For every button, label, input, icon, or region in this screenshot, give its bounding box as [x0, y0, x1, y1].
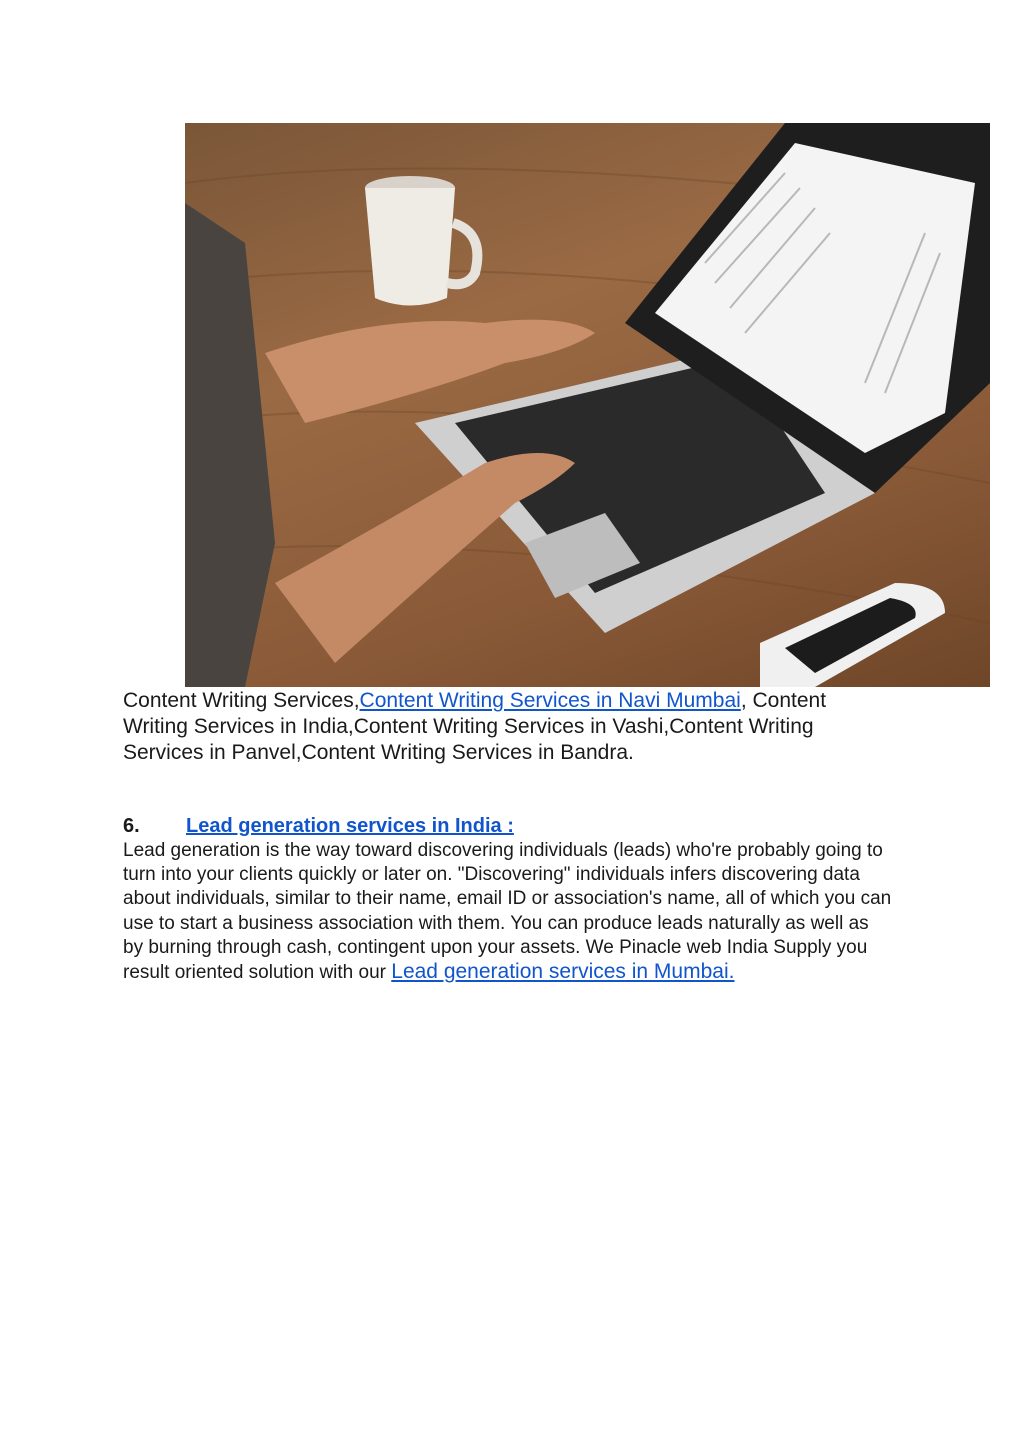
section-body-text: Lead generation is the way toward discovering individuals (leads) who're probably going to turn into your clients quickly or later on. "Discovering" individuals infers discovering data about individuals, similar to their name, email ID or association's name, all of which you can use to start a business association with them. You can produce leads naturally as well as by burning through cash, contingent upon your assets. We Pinacle web India Supply you result oriented solution with our: [123, 840, 892, 984]
caption-text-end: , Content Writing Services in India,Content Writing Services in Vashi,Content Writing Services in Panvel,Content Writing Services in Bandra.: [123, 689, 827, 764]
section-heading: [123, 813, 893, 839]
content-writing-navi-mumbai-link[interactable]: Content Writing Services in Navi Mumbai: [359, 689, 741, 712]
lead-generation-india-link[interactable]: Lead generation services in India :: [186, 815, 514, 837]
section-number: 6.: [123, 815, 140, 837]
lead-generation-mumbai-link[interactable]: Lead generation services in Mumbai.: [391, 960, 735, 984]
laptop-typing-photo: [185, 123, 990, 687]
photo-caption: [123, 688, 893, 766]
photo-illustration: [185, 123, 990, 687]
caption-text-start: Content Writing Services,: [123, 689, 360, 712]
section-body: [123, 839, 893, 985]
